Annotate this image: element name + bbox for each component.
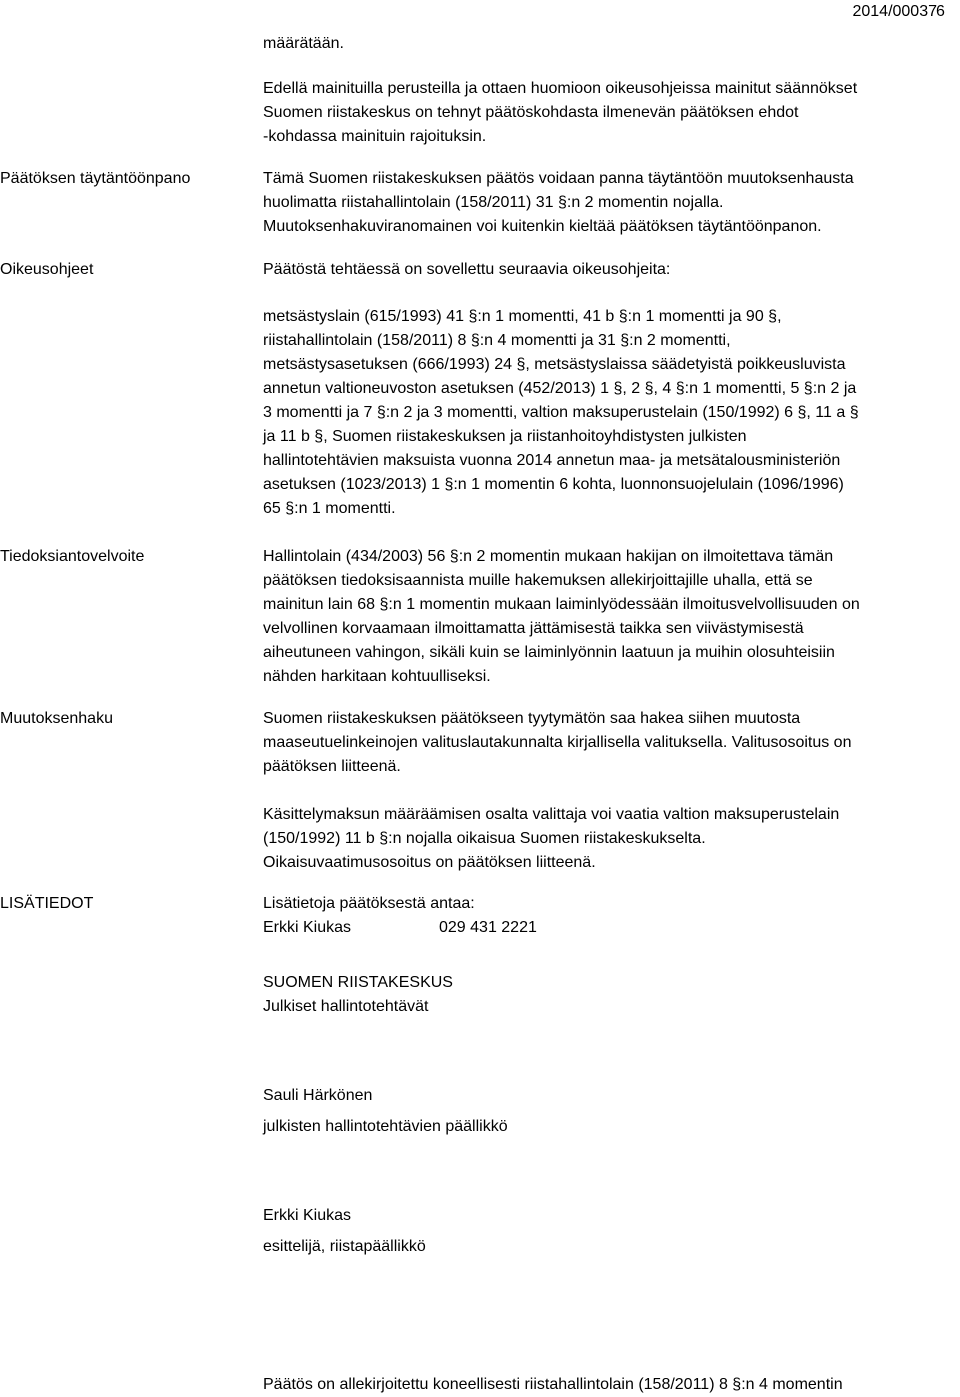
disclosure-line: mainitun lain 68 §:n 1 momentin mukaan laiminlyödessään ilmoitusvelvollisuuden on bbox=[263, 596, 860, 613]
contact-phone: 029 431 2221 bbox=[439, 919, 537, 936]
disclosure-line: nähden harkitaan kohtuulliseksi. bbox=[263, 668, 491, 685]
footer-note: Päätös on allekirjoitettu koneellisesti riistahallintolain (158/2011) 8 §:n 4 momentin bbox=[263, 1376, 843, 1393]
disclosure-line: aiheutuneen vahingon, sikäli kuin se laiminlyönnin laatuun ja muihin olosuhteisiin bbox=[263, 644, 835, 661]
signatory-title: esittelijä, riistapäällikkö bbox=[263, 1238, 426, 1255]
document-number: 2014/00037 bbox=[852, 3, 937, 20]
info-intro: Lisätietoja päätöksestä antaa: bbox=[263, 895, 475, 912]
section-label-legal: Oikeusohjeet bbox=[0, 261, 94, 278]
disclosure-line: velvollinen korvaamaan ilmoittamatta jättämisestä taikka sen viivästymisestä bbox=[263, 620, 804, 637]
section-label-disclosure: Tiedoksiantovelvoite bbox=[0, 548, 145, 565]
disclosure-line: päätöksen tiedoksisaannista muille hakemuksen allekirjoittajille uhalla, että se bbox=[263, 572, 813, 589]
enforcement-line: Muutoksenhakuviranomainen voi kuitenkin kieltää päätöksen täytäntöönpanon. bbox=[263, 218, 822, 235]
legal-line: 3 momentti ja 7 §:n 2 ja 3 momentti, valtion maksuperustelain (150/1992) 6 §, 11 a § bbox=[263, 404, 859, 421]
legal-line: annetun valtioneuvoston asetuksen (452/2013) 1 §, 2 §, 4 §:n 1 momentti, 5 §:n 2 ja bbox=[263, 380, 857, 397]
fee-line: Käsittelymaksun määräämisen osalta valittaja voi vaatia valtion maksuperustelain bbox=[263, 806, 840, 823]
appeal-line: maaseutuelinkeinojen valituslautakunnalta kirjallisella valituksella. Valitusosoitus on bbox=[263, 734, 852, 751]
contact-line bbox=[263, 916, 537, 940]
organization-unit: Julkiset hallintotehtävät bbox=[263, 998, 429, 1015]
enforcement-line: Tämä Suomen riistakeskuksen päätös voidaan panna täytäntöön muutoksenhausta bbox=[263, 170, 854, 187]
legal-line: 65 §:n 1 momentti. bbox=[263, 500, 396, 517]
organization-name: SUOMEN RIISTAKESKUS bbox=[263, 974, 453, 991]
legal-line: metsästyslain (615/1993) 41 §:n 1 momentti, 41 b §:n 1 momentti ja 90 §, bbox=[263, 308, 782, 325]
appeal-line: päätöksen liitteenä. bbox=[263, 758, 401, 775]
legal-line: ja 11 b §, Suomen riistakeskuksen ja riistanhoitoyhdistysten julkisten bbox=[263, 428, 747, 445]
legal-line: riistahallintolain (158/2011) 8 §:n 4 momentti ja 31 §:n 2 momentti, bbox=[263, 332, 731, 349]
signatory-title: julkisten hallintotehtävien päällikkö bbox=[263, 1118, 508, 1135]
disclosure-line: Hallintolain (434/2003) 56 §:n 2 momentin mukaan hakijan on ilmoitettava tämän bbox=[263, 548, 834, 565]
intro-line: Suomen riistakeskus on tehnyt päätöskohdasta ilmenevän päätöksen ehdot bbox=[263, 104, 799, 121]
appeal-line: Suomen riistakeskuksen päätökseen tyytymätön saa hakea siihen muutosta bbox=[263, 710, 801, 727]
fee-line: Oikaisuvaatimusosoitus on päätöksen liitteenä. bbox=[263, 854, 596, 871]
enforcement-line: huolimatta riistahallintolain (158/2011) 31 §:n 2 momentin nojalla. bbox=[263, 194, 724, 211]
section-label-enforcement: Päätöksen täytäntöönpano bbox=[0, 170, 191, 187]
signatory-name: Sauli Härkönen bbox=[263, 1087, 373, 1104]
intro-line: Edellä mainituilla perusteilla ja ottaen huomioon oikeusohjeissa mainitut säännökset bbox=[263, 80, 858, 97]
section-label-info: LISÄTIEDOT bbox=[0, 895, 94, 912]
fee-line: (150/1992) 11 b §:n nojalla oikaisua Suomen riistakeskukselta. bbox=[263, 830, 706, 847]
page-number: 6 bbox=[936, 3, 945, 20]
legal-line: hallintotehtävien maksuista vuonna 2014 annetun maa- ja metsätalousministeriön bbox=[263, 452, 841, 469]
contact-name: Erkki Kiukas bbox=[263, 919, 352, 936]
intro-line: -kohdassa mainituin rajoituksin. bbox=[263, 128, 487, 145]
legal-line: asetuksen (1023/2013) 1 §:n 1 momentin 6 kohta, luonnonsuojelulain (1096/1996) bbox=[263, 476, 844, 493]
signatory-name: Erkki Kiukas bbox=[263, 1207, 352, 1224]
continuation-text: määrätään. bbox=[263, 35, 344, 52]
legal-intro: Päätöstä tehtäessä on sovellettu seuraavia oikeusohjeita: bbox=[263, 261, 671, 278]
section-label-appeal: Muutoksenhaku bbox=[0, 710, 113, 727]
legal-line: metsästysasetuksen (666/1993) 24 §, metsästyslaissa säädetyistä poikkeusluvista bbox=[263, 356, 846, 373]
